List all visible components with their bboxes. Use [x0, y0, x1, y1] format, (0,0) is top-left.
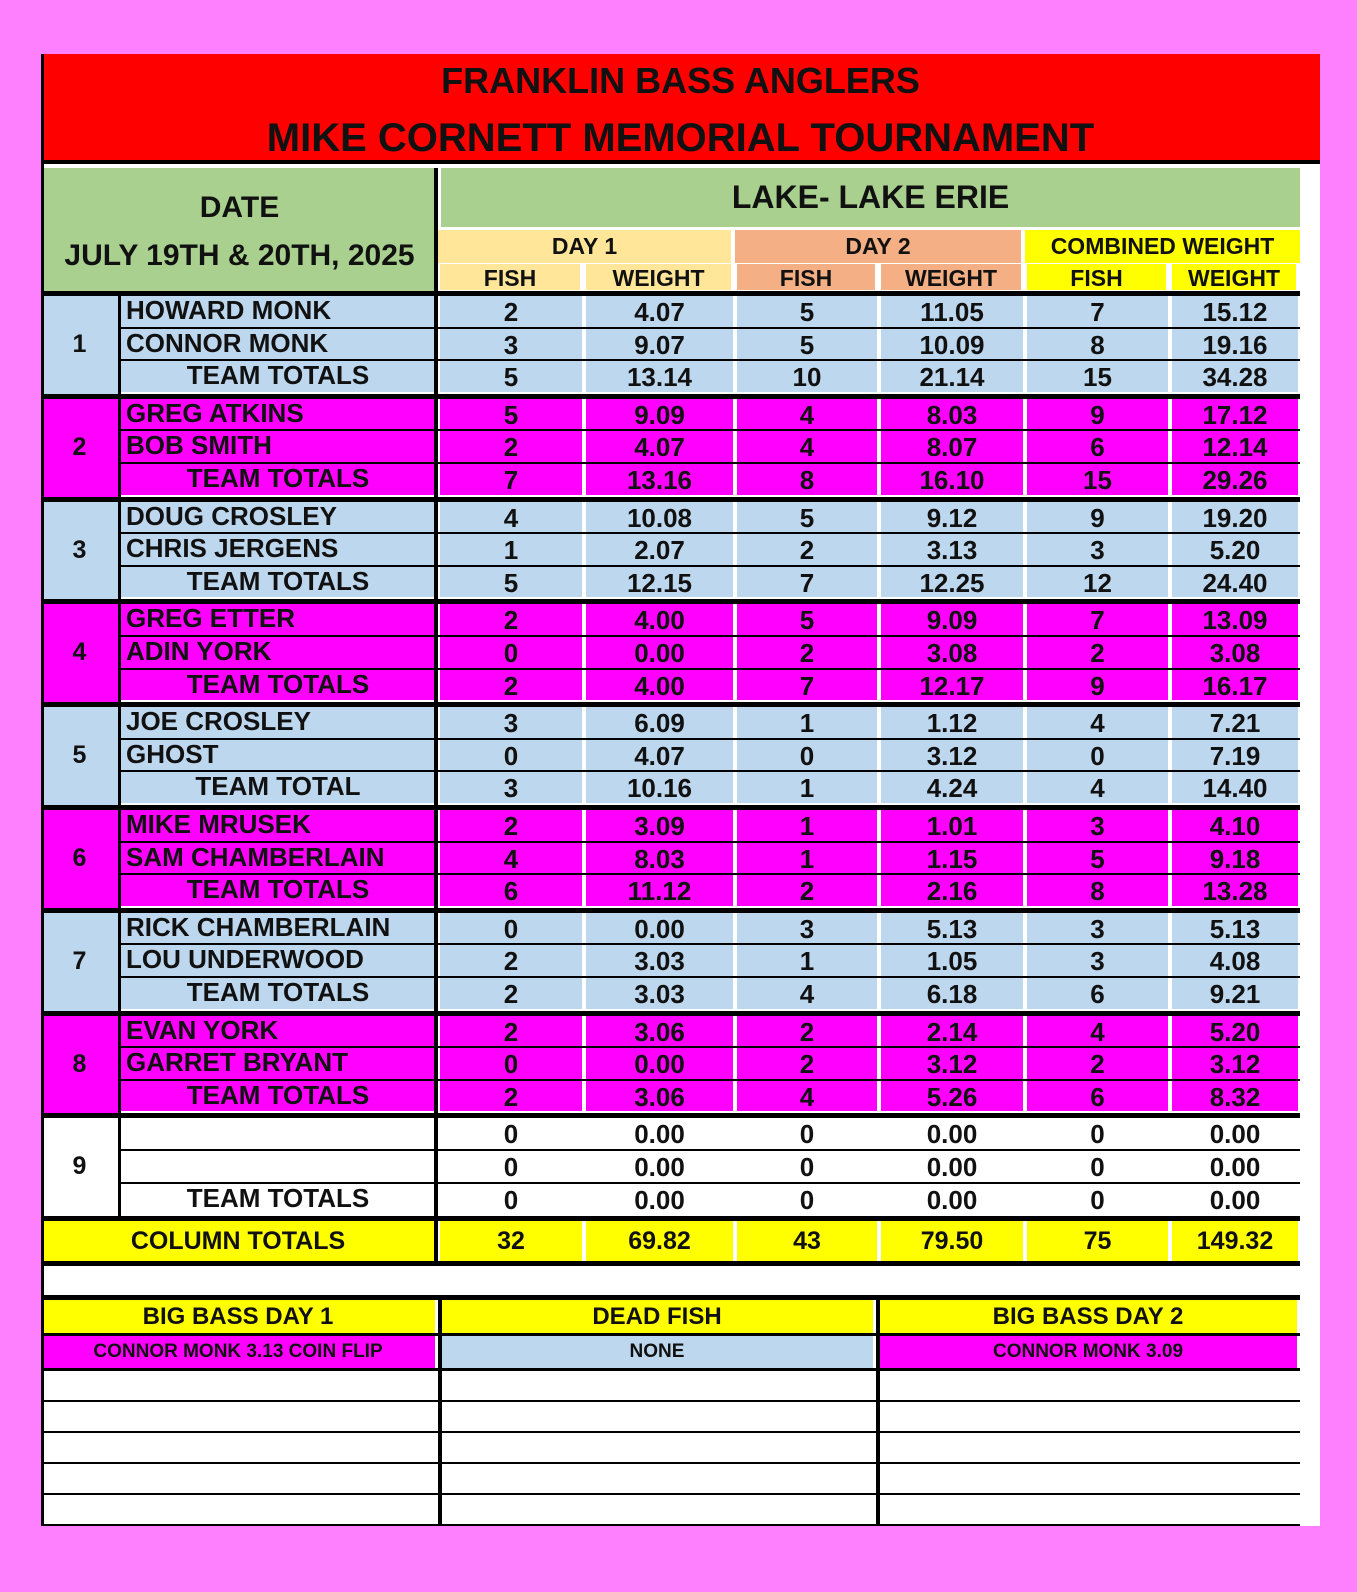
- cf-value: 3: [1027, 534, 1168, 565]
- d1w-value: 0.00: [586, 1118, 733, 1149]
- d2f-value: 1: [737, 810, 877, 841]
- d1w-value: 4.07: [586, 296, 733, 327]
- angler-name: LOU UNDERWOOD: [121, 945, 435, 976]
- column-total-cf: 75: [1027, 1221, 1168, 1261]
- total-cf-value: 0: [1027, 1184, 1168, 1215]
- team-totals-label: TEAM TOTALS: [121, 875, 435, 906]
- angler-name: BOB SMITH: [121, 431, 435, 462]
- cf-value: 8: [1027, 329, 1168, 360]
- cw-value: 19.16: [1172, 329, 1298, 360]
- total-d2f-value: 4: [737, 978, 877, 1009]
- grid-line: [41, 1524, 1300, 1526]
- total-cw-value: 29.26: [1172, 464, 1298, 495]
- total-d1f-value: 5: [440, 567, 582, 598]
- total-d2f-value: 7: [737, 567, 877, 598]
- d2f-value: 1: [737, 707, 877, 738]
- total-cf-value: 6: [1027, 1081, 1168, 1112]
- cf-value: 3: [1027, 945, 1168, 976]
- d2f-value: 1: [737, 843, 877, 874]
- d1w-value: 3.09: [586, 810, 733, 841]
- d1w-value: 0.00: [586, 1151, 733, 1182]
- total-cw-value: 9.21: [1172, 978, 1298, 1009]
- d2f-value: 5: [737, 502, 877, 533]
- d2f-value: 4: [737, 431, 877, 462]
- total-d1f-value: 6: [440, 875, 582, 906]
- angler-name: GARRET BRYANT: [121, 1048, 435, 1079]
- total-d1f-value: 2: [440, 978, 582, 1009]
- total-d2f-value: 4: [737, 1081, 877, 1112]
- grid-line: [41, 1493, 1300, 1495]
- grid-line: [41, 1261, 1300, 1266]
- grid-line: [118, 296, 121, 1221]
- grid-line: [41, 1400, 1300, 1402]
- team-totals-label: TEAM TOTALS: [121, 1184, 435, 1215]
- total-d1w-value: 4.00: [586, 670, 733, 701]
- total-d1w-value: 0.00: [586, 1184, 733, 1215]
- total-d2f-value: 10: [737, 361, 877, 392]
- d1f-value: 0: [440, 1118, 582, 1149]
- team-number: 3: [41, 502, 118, 600]
- team-number: 4: [41, 604, 118, 702]
- d2w-value: 1.01: [881, 810, 1023, 841]
- d2f-value: 3: [737, 913, 877, 944]
- tournament-title: MIKE CORNETT MEMORIAL TOURNAMENT: [41, 108, 1320, 164]
- cf-value: 0: [1027, 1118, 1168, 1149]
- d1f-value: 2: [440, 296, 582, 327]
- column-total-d2w: 79.50: [881, 1221, 1023, 1261]
- total-d1w-value: 13.16: [586, 464, 733, 495]
- d2w-value: 8.03: [881, 399, 1023, 430]
- total-d2w-value: 16.10: [881, 464, 1023, 495]
- d1w-value: 6.09: [586, 707, 733, 738]
- day1-weight-header: WEIGHT: [586, 264, 731, 290]
- angler-name: SAM CHAMBERLAIN: [121, 843, 435, 874]
- d1w-value: 0.00: [586, 1048, 733, 1079]
- grid-line: [876, 1300, 880, 1526]
- cf-value: 9: [1027, 399, 1168, 430]
- d2f-value: 2: [737, 1016, 877, 1047]
- cf-value: 4: [1027, 1016, 1168, 1047]
- d1f-value: 4: [440, 843, 582, 874]
- d2f-value: 4: [737, 399, 877, 430]
- total-d1f-value: 2: [440, 670, 582, 701]
- cf-value: 5: [1027, 843, 1168, 874]
- award-value-2: NONE: [441, 1336, 873, 1368]
- d2f-value: 0: [737, 1118, 877, 1149]
- grid-line: [41, 1462, 1300, 1464]
- total-d2f-value: 2: [737, 875, 877, 906]
- team-totals-label: TEAM TOTALS: [121, 567, 435, 598]
- angler-name: ADIN YORK: [121, 637, 435, 668]
- angler-name: DOUG CROSLEY: [121, 502, 435, 533]
- d2w-value: 1.15: [881, 843, 1023, 874]
- total-d1f-value: 2: [440, 1081, 582, 1112]
- total-cf-value: 9: [1027, 670, 1168, 701]
- total-cf-value: 15: [1027, 464, 1168, 495]
- award-title-3: BIG BASS DAY 2: [879, 1300, 1297, 1333]
- column-total-d1f: 32: [440, 1221, 582, 1261]
- d2w-value: 9.09: [881, 604, 1023, 635]
- d1f-value: 4: [440, 502, 582, 533]
- d1f-value: 5: [440, 399, 582, 430]
- d1w-value: 3.06: [586, 1016, 733, 1047]
- column-totals-label: COLUMN TOTALS: [41, 1221, 435, 1261]
- team-number: 6: [41, 810, 118, 908]
- club-title: FRANKLIN BASS ANGLERS: [41, 54, 1320, 108]
- angler-name: [121, 1151, 435, 1182]
- combined-fish-header: FISH: [1027, 264, 1166, 290]
- cf-value: 3: [1027, 913, 1168, 944]
- total-d2w-value: 4.24: [881, 772, 1023, 803]
- day1-header: DAY 1: [438, 230, 731, 263]
- d2f-value: 2: [737, 637, 877, 668]
- cf-value: 2: [1027, 1048, 1168, 1079]
- day2-fish-header: FISH: [737, 264, 875, 290]
- column-total-cw: 149.32: [1172, 1221, 1298, 1261]
- angler-name: GREG ATKINS: [121, 399, 435, 430]
- d1w-value: 3.03: [586, 945, 733, 976]
- team-totals-label: TEAM TOTALS: [121, 1081, 435, 1112]
- cw-value: 3.08: [1172, 637, 1298, 668]
- team-totals-label: TEAM TOTALS: [121, 670, 435, 701]
- team-number: 1: [41, 296, 118, 394]
- d1f-value: 0: [440, 1151, 582, 1182]
- d2f-value: 5: [737, 329, 877, 360]
- total-cf-value: 8: [1027, 875, 1168, 906]
- team-totals-label: TEAM TOTAL: [121, 772, 435, 803]
- d2f-value: 1: [737, 945, 877, 976]
- d1f-value: 0: [440, 1048, 582, 1079]
- team-totals-label: TEAM TOTALS: [121, 464, 435, 495]
- cw-value: 4.10: [1172, 810, 1298, 841]
- cf-value: 7: [1027, 296, 1168, 327]
- d1f-value: 2: [440, 810, 582, 841]
- total-d2w-value: 12.17: [881, 670, 1023, 701]
- total-cw-value: 8.32: [1172, 1081, 1298, 1112]
- score-sheet: [41, 54, 1320, 1526]
- total-d2f-value: 8: [737, 464, 877, 495]
- d2f-value: 0: [737, 740, 877, 771]
- angler-name: CONNOR MONK: [121, 329, 435, 360]
- d1w-value: 10.08: [586, 502, 733, 533]
- d1w-value: 4.07: [586, 431, 733, 462]
- d1w-value: 8.03: [586, 843, 733, 874]
- team-number: 2: [41, 399, 118, 497]
- total-cw-value: 0.00: [1172, 1184, 1298, 1215]
- d2w-value: 2.14: [881, 1016, 1023, 1047]
- total-d1w-value: 3.03: [586, 978, 733, 1009]
- lake-name: LAKE- LAKE ERIE: [441, 168, 1300, 227]
- d1w-value: 9.07: [586, 329, 733, 360]
- total-d2w-value: 0.00: [881, 1184, 1023, 1215]
- angler-name: [121, 1118, 435, 1149]
- angler-name: RICK CHAMBERLAIN: [121, 913, 435, 944]
- total-d2w-value: 21.14: [881, 361, 1023, 392]
- d1w-value: 4.00: [586, 604, 733, 635]
- cw-value: 4.08: [1172, 945, 1298, 976]
- grid-line: [41, 54, 44, 1526]
- total-d2w-value: 6.18: [881, 978, 1023, 1009]
- total-d1f-value: 5: [440, 361, 582, 392]
- d2f-value: 2: [737, 1048, 877, 1079]
- total-cw-value: 16.17: [1172, 670, 1298, 701]
- total-d2w-value: 12.25: [881, 567, 1023, 598]
- grid-line: [41, 1333, 1300, 1336]
- total-cf-value: 15: [1027, 361, 1168, 392]
- date-value: JULY 19TH & 20TH, 2025: [64, 239, 415, 272]
- team-number: 9: [41, 1118, 118, 1216]
- cw-value: 12.14: [1172, 431, 1298, 462]
- total-cf-value: 6: [1027, 978, 1168, 1009]
- total-d2f-value: 7: [737, 670, 877, 701]
- d2w-value: 8.07: [881, 431, 1023, 462]
- total-cf-value: 4: [1027, 772, 1168, 803]
- total-d1w-value: 3.06: [586, 1081, 733, 1112]
- cw-value: 7.19: [1172, 740, 1298, 771]
- cw-value: 13.09: [1172, 604, 1298, 635]
- angler-name: JOE CROSLEY: [121, 707, 435, 738]
- d2w-value: 5.13: [881, 913, 1023, 944]
- cf-value: 0: [1027, 1151, 1168, 1182]
- d2f-value: 5: [737, 604, 877, 635]
- combined-weight-header: WEIGHT: [1172, 264, 1296, 290]
- total-cw-value: 24.40: [1172, 567, 1298, 598]
- d1f-value: 2: [440, 1016, 582, 1047]
- d2w-value: 0.00: [881, 1151, 1023, 1182]
- d1w-value: 9.09: [586, 399, 733, 430]
- d2w-value: 1.12: [881, 707, 1023, 738]
- total-d1f-value: 7: [440, 464, 582, 495]
- team-number: 5: [41, 707, 118, 805]
- cf-value: 0: [1027, 740, 1168, 771]
- team-totals-label: TEAM TOTALS: [121, 361, 435, 392]
- cf-value: 3: [1027, 810, 1168, 841]
- total-d1w-value: 13.14: [586, 361, 733, 392]
- d2w-value: 9.12: [881, 502, 1023, 533]
- cw-value: 0.00: [1172, 1118, 1298, 1149]
- cw-value: 7.21: [1172, 707, 1298, 738]
- total-cw-value: 14.40: [1172, 772, 1298, 803]
- date-label: DATE: [199, 191, 280, 224]
- day2-weight-header: WEIGHT: [881, 264, 1021, 290]
- cf-value: 7: [1027, 604, 1168, 635]
- grid-line: [438, 1300, 442, 1526]
- day2-header: DAY 2: [735, 230, 1021, 263]
- d1f-value: 0: [440, 740, 582, 771]
- total-d1f-value: 0: [440, 1184, 582, 1215]
- day1-fish-header: FISH: [440, 264, 580, 290]
- d2w-value: 3.12: [881, 740, 1023, 771]
- total-cf-value: 12: [1027, 567, 1168, 598]
- cf-value: 9: [1027, 502, 1168, 533]
- award-title-2: DEAD FISH: [441, 1300, 873, 1333]
- total-cw-value: 34.28: [1172, 361, 1298, 392]
- d2f-value: 5: [737, 296, 877, 327]
- total-d1f-value: 3: [440, 772, 582, 803]
- cw-value: 0.00: [1172, 1151, 1298, 1182]
- d2w-value: 1.05: [881, 945, 1023, 976]
- d2f-value: 0: [737, 1151, 877, 1182]
- d1f-value: 0: [440, 913, 582, 944]
- d2w-value: 11.05: [881, 296, 1023, 327]
- total-d1w-value: 11.12: [586, 875, 733, 906]
- d2w-value: 3.08: [881, 637, 1023, 668]
- team-number: 8: [41, 1016, 118, 1114]
- d1w-value: 2.07: [586, 534, 733, 565]
- cw-value: 9.18: [1172, 843, 1298, 874]
- team-totals-label: TEAM TOTALS: [121, 978, 435, 1009]
- d1w-value: 4.07: [586, 740, 733, 771]
- d2w-value: 0.00: [881, 1118, 1023, 1149]
- cw-value: 19.20: [1172, 502, 1298, 533]
- cw-value: 3.12: [1172, 1048, 1298, 1079]
- d1f-value: 1: [440, 534, 582, 565]
- angler-name: GHOST: [121, 740, 435, 771]
- angler-name: CHRIS JERGENS: [121, 534, 435, 565]
- grid-line: [434, 168, 438, 1266]
- combined-header: COMBINED WEIGHT: [1025, 230, 1300, 263]
- cf-value: 4: [1027, 707, 1168, 738]
- award-value-1: CONNOR MONK 3.13 COIN FLIP: [41, 1336, 435, 1368]
- award-title-1: BIG BASS DAY 1: [41, 1300, 435, 1333]
- d1f-value: 2: [440, 604, 582, 635]
- total-d1w-value: 10.16: [586, 772, 733, 803]
- d1w-value: 0.00: [586, 913, 733, 944]
- d1f-value: 2: [440, 431, 582, 462]
- d2w-value: 3.13: [881, 534, 1023, 565]
- d1f-value: 3: [440, 707, 582, 738]
- team-number: 7: [41, 913, 118, 1011]
- d1f-value: 2: [440, 945, 582, 976]
- award-value-3: CONNOR MONK 3.09: [879, 1336, 1297, 1368]
- total-d2f-value: 1: [737, 772, 877, 803]
- d2f-value: 2: [737, 534, 877, 565]
- d2w-value: 10.09: [881, 329, 1023, 360]
- cw-value: 17.12: [1172, 399, 1298, 430]
- cw-value: 15.12: [1172, 296, 1298, 327]
- cf-value: 6: [1027, 431, 1168, 462]
- angler-name: HOWARD MONK: [121, 296, 435, 327]
- grid-line: [41, 1431, 1300, 1433]
- angler-name: EVAN YORK: [121, 1016, 435, 1047]
- cw-value: 5.20: [1172, 1016, 1298, 1047]
- d1f-value: 0: [440, 637, 582, 668]
- column-total-d2f: 43: [737, 1221, 877, 1261]
- cw-value: 5.20: [1172, 534, 1298, 565]
- d1w-value: 0.00: [586, 637, 733, 668]
- total-cw-value: 13.28: [1172, 875, 1298, 906]
- total-d1w-value: 12.15: [586, 567, 733, 598]
- grid-line: [41, 1368, 1300, 1371]
- cw-value: 5.13: [1172, 913, 1298, 944]
- column-total-d1w: 69.82: [586, 1221, 733, 1261]
- angler-name: MIKE MRUSEK: [121, 810, 435, 841]
- total-d2w-value: 2.16: [881, 875, 1023, 906]
- total-d2f-value: 0: [737, 1184, 877, 1215]
- d1f-value: 3: [440, 329, 582, 360]
- cf-value: 2: [1027, 637, 1168, 668]
- d2w-value: 3.12: [881, 1048, 1023, 1079]
- total-d2w-value: 5.26: [881, 1081, 1023, 1112]
- angler-name: GREG ETTER: [121, 604, 435, 635]
